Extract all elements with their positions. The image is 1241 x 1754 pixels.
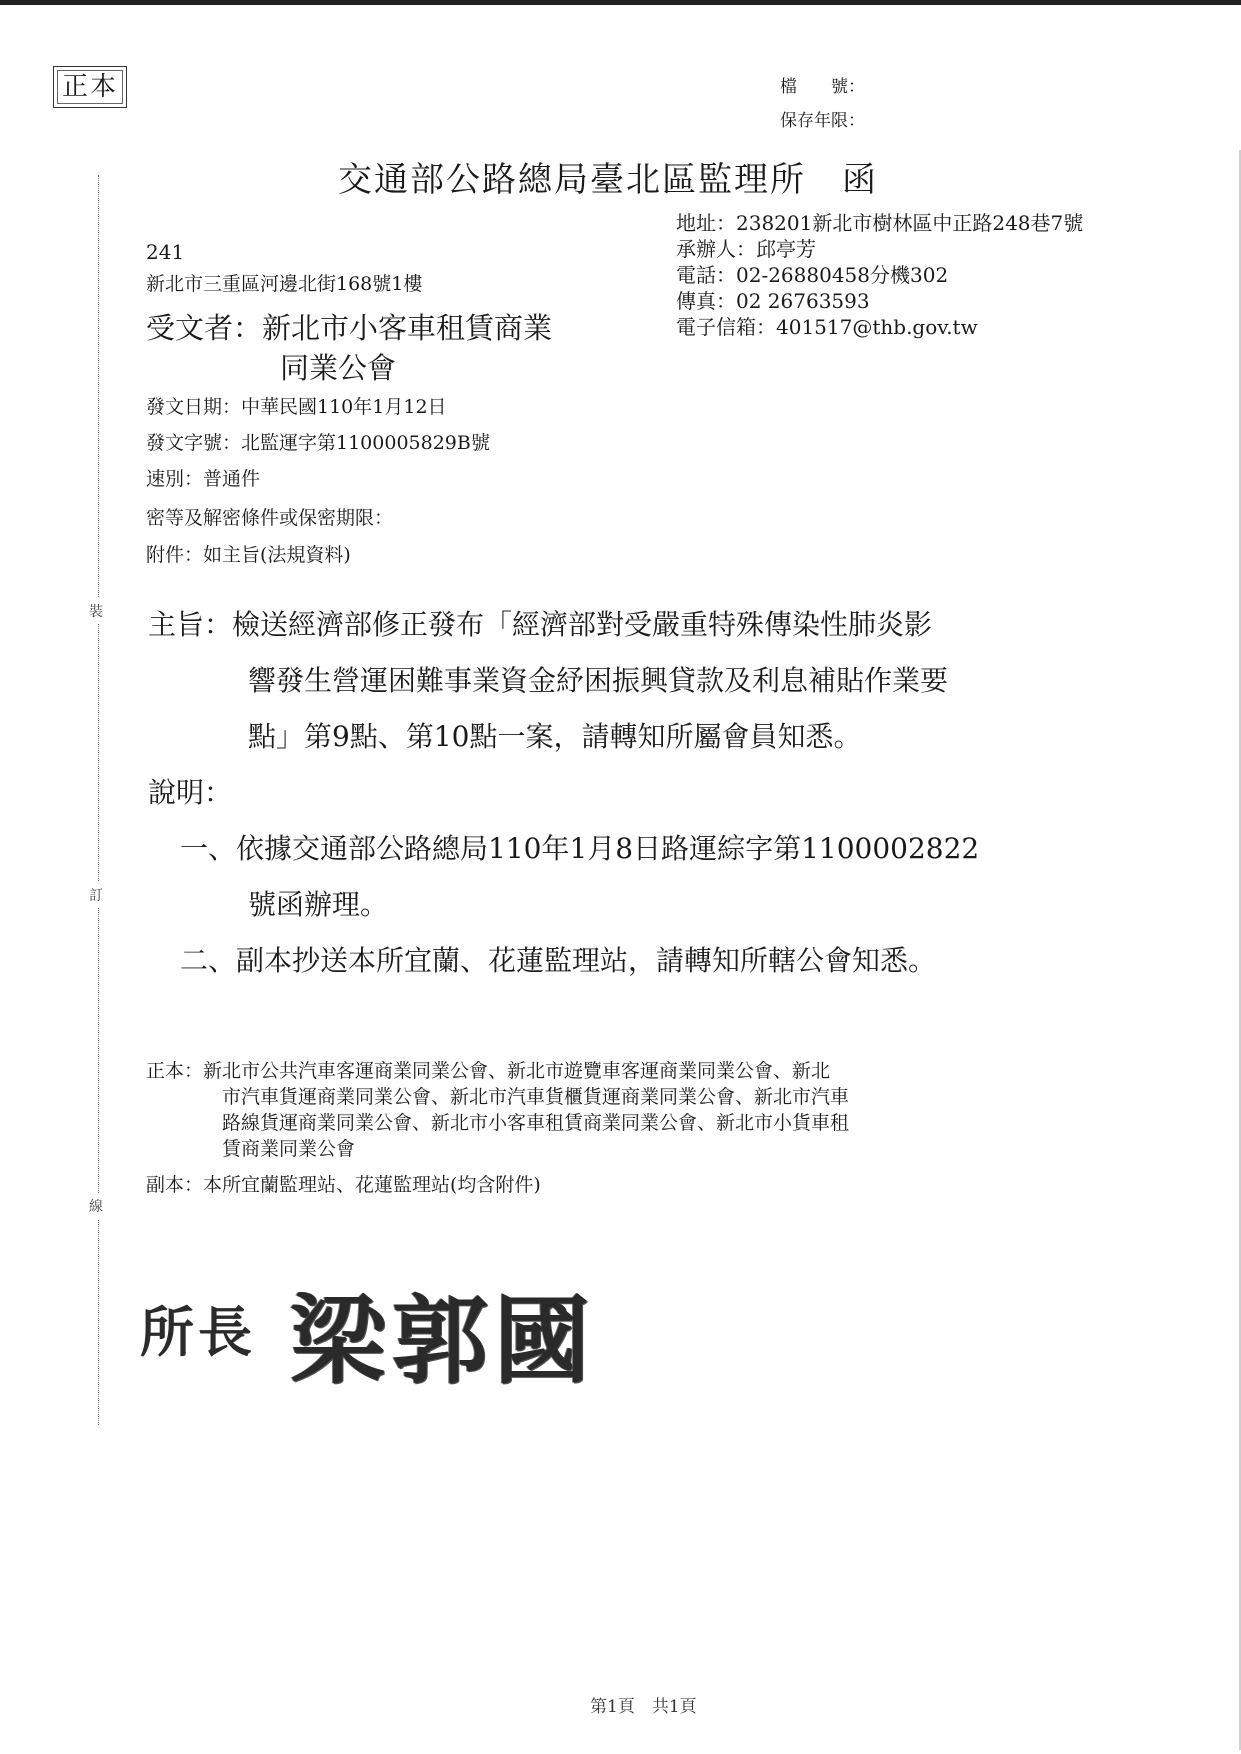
signature-title: 所長 bbox=[140, 1300, 256, 1364]
binding-mark-xian: 線 bbox=[89, 1193, 103, 1219]
secrecy-level: 密等及解密條件或保密期限： bbox=[146, 507, 394, 529]
attachment-note: 附件：如主旨(法規資料) bbox=[146, 544, 351, 566]
binding-line bbox=[98, 175, 99, 1425]
original-copy-stamp: 正本 bbox=[53, 66, 127, 108]
copy-recipients: 副本：本所宜蘭監理站、花蓮監理站(均含附件) bbox=[146, 1174, 541, 1196]
subject-line-3: 點」第9點、第10點一案，請轉知所屬會員知悉。 bbox=[248, 720, 862, 753]
recipient-line1: 受文者：新北市小客車租賃商業 bbox=[146, 311, 553, 345]
sender-fax: 傳真：02 26763593 bbox=[676, 289, 870, 313]
original-recipients-line-1: 正本：新北市公共汽車客運商業同業公會、新北市遊覽車客運商業同業公會、新北 bbox=[146, 1060, 831, 1082]
subject-line-1: 主旨：檢送經濟部修正發布「經濟部對受嚴重特殊傳染性肺炎影 bbox=[148, 608, 933, 641]
original-recipients-line-4: 賃商業同業公會 bbox=[222, 1138, 356, 1160]
sender-contact: 承辦人：邱亭芳 bbox=[676, 237, 816, 261]
file-number-label: 檔 號： bbox=[780, 77, 865, 97]
recipient-postcode: 241 bbox=[146, 240, 185, 264]
page-number: 第1頁 共1頁 bbox=[590, 1697, 697, 1717]
subject-line-2: 響發生營運困難事業資金紓困振興貸款及利息補貼作業要 bbox=[248, 664, 949, 697]
sender-address: 地址：238201新北市樹林區中正路248巷7號 bbox=[676, 211, 1084, 235]
retention-period-label: 保存年限： bbox=[780, 111, 865, 131]
recipient-line2: 同業公會 bbox=[280, 351, 397, 385]
original-recipients-line-2: 市汽車貨運商業同業公會、新北市汽車貨櫃貨運商業同業公會、新北市汽車 bbox=[222, 1086, 850, 1108]
delivery-speed: 速別：普通件 bbox=[146, 468, 261, 490]
sender-email: 電子信箱：401517@thb.gov.tw bbox=[676, 315, 978, 339]
top-border bbox=[0, 0, 1241, 5]
explanation-heading: 說明： bbox=[148, 776, 233, 809]
original-recipients-line-3: 路線貨運商業同業公會、新北市小客車租賃商業同業公會、新北市小貨車租 bbox=[222, 1112, 850, 1134]
explanation-item-1-line-1: 一、依據交通部公路總局110年1月8日路運綜字第1100002822 bbox=[180, 832, 980, 865]
director-signature: 梁郭國 bbox=[290, 1284, 596, 1397]
binding-mark-zhuang: 裝 bbox=[89, 598, 103, 624]
document-title: 交通部公路總局臺北區監理所 函 bbox=[338, 160, 878, 200]
sender-phone: 電話：02-26880458分機302 bbox=[676, 263, 949, 287]
explanation-item-2: 二、副本抄送本所宜蘭、花蓮監理站，請轉知所轄公會知悉。 bbox=[180, 944, 937, 977]
issue-date: 發文日期：中華民國110年1月12日 bbox=[146, 396, 447, 418]
explanation-item-1-line-2: 號函辦理。 bbox=[248, 888, 389, 921]
recipient-address: 新北市三重區河邊北街168號1樓 bbox=[146, 273, 423, 295]
document-number: 發文字號：北監運字第1100005829B號 bbox=[146, 432, 490, 454]
binding-mark-ding: 訂 bbox=[89, 882, 103, 908]
